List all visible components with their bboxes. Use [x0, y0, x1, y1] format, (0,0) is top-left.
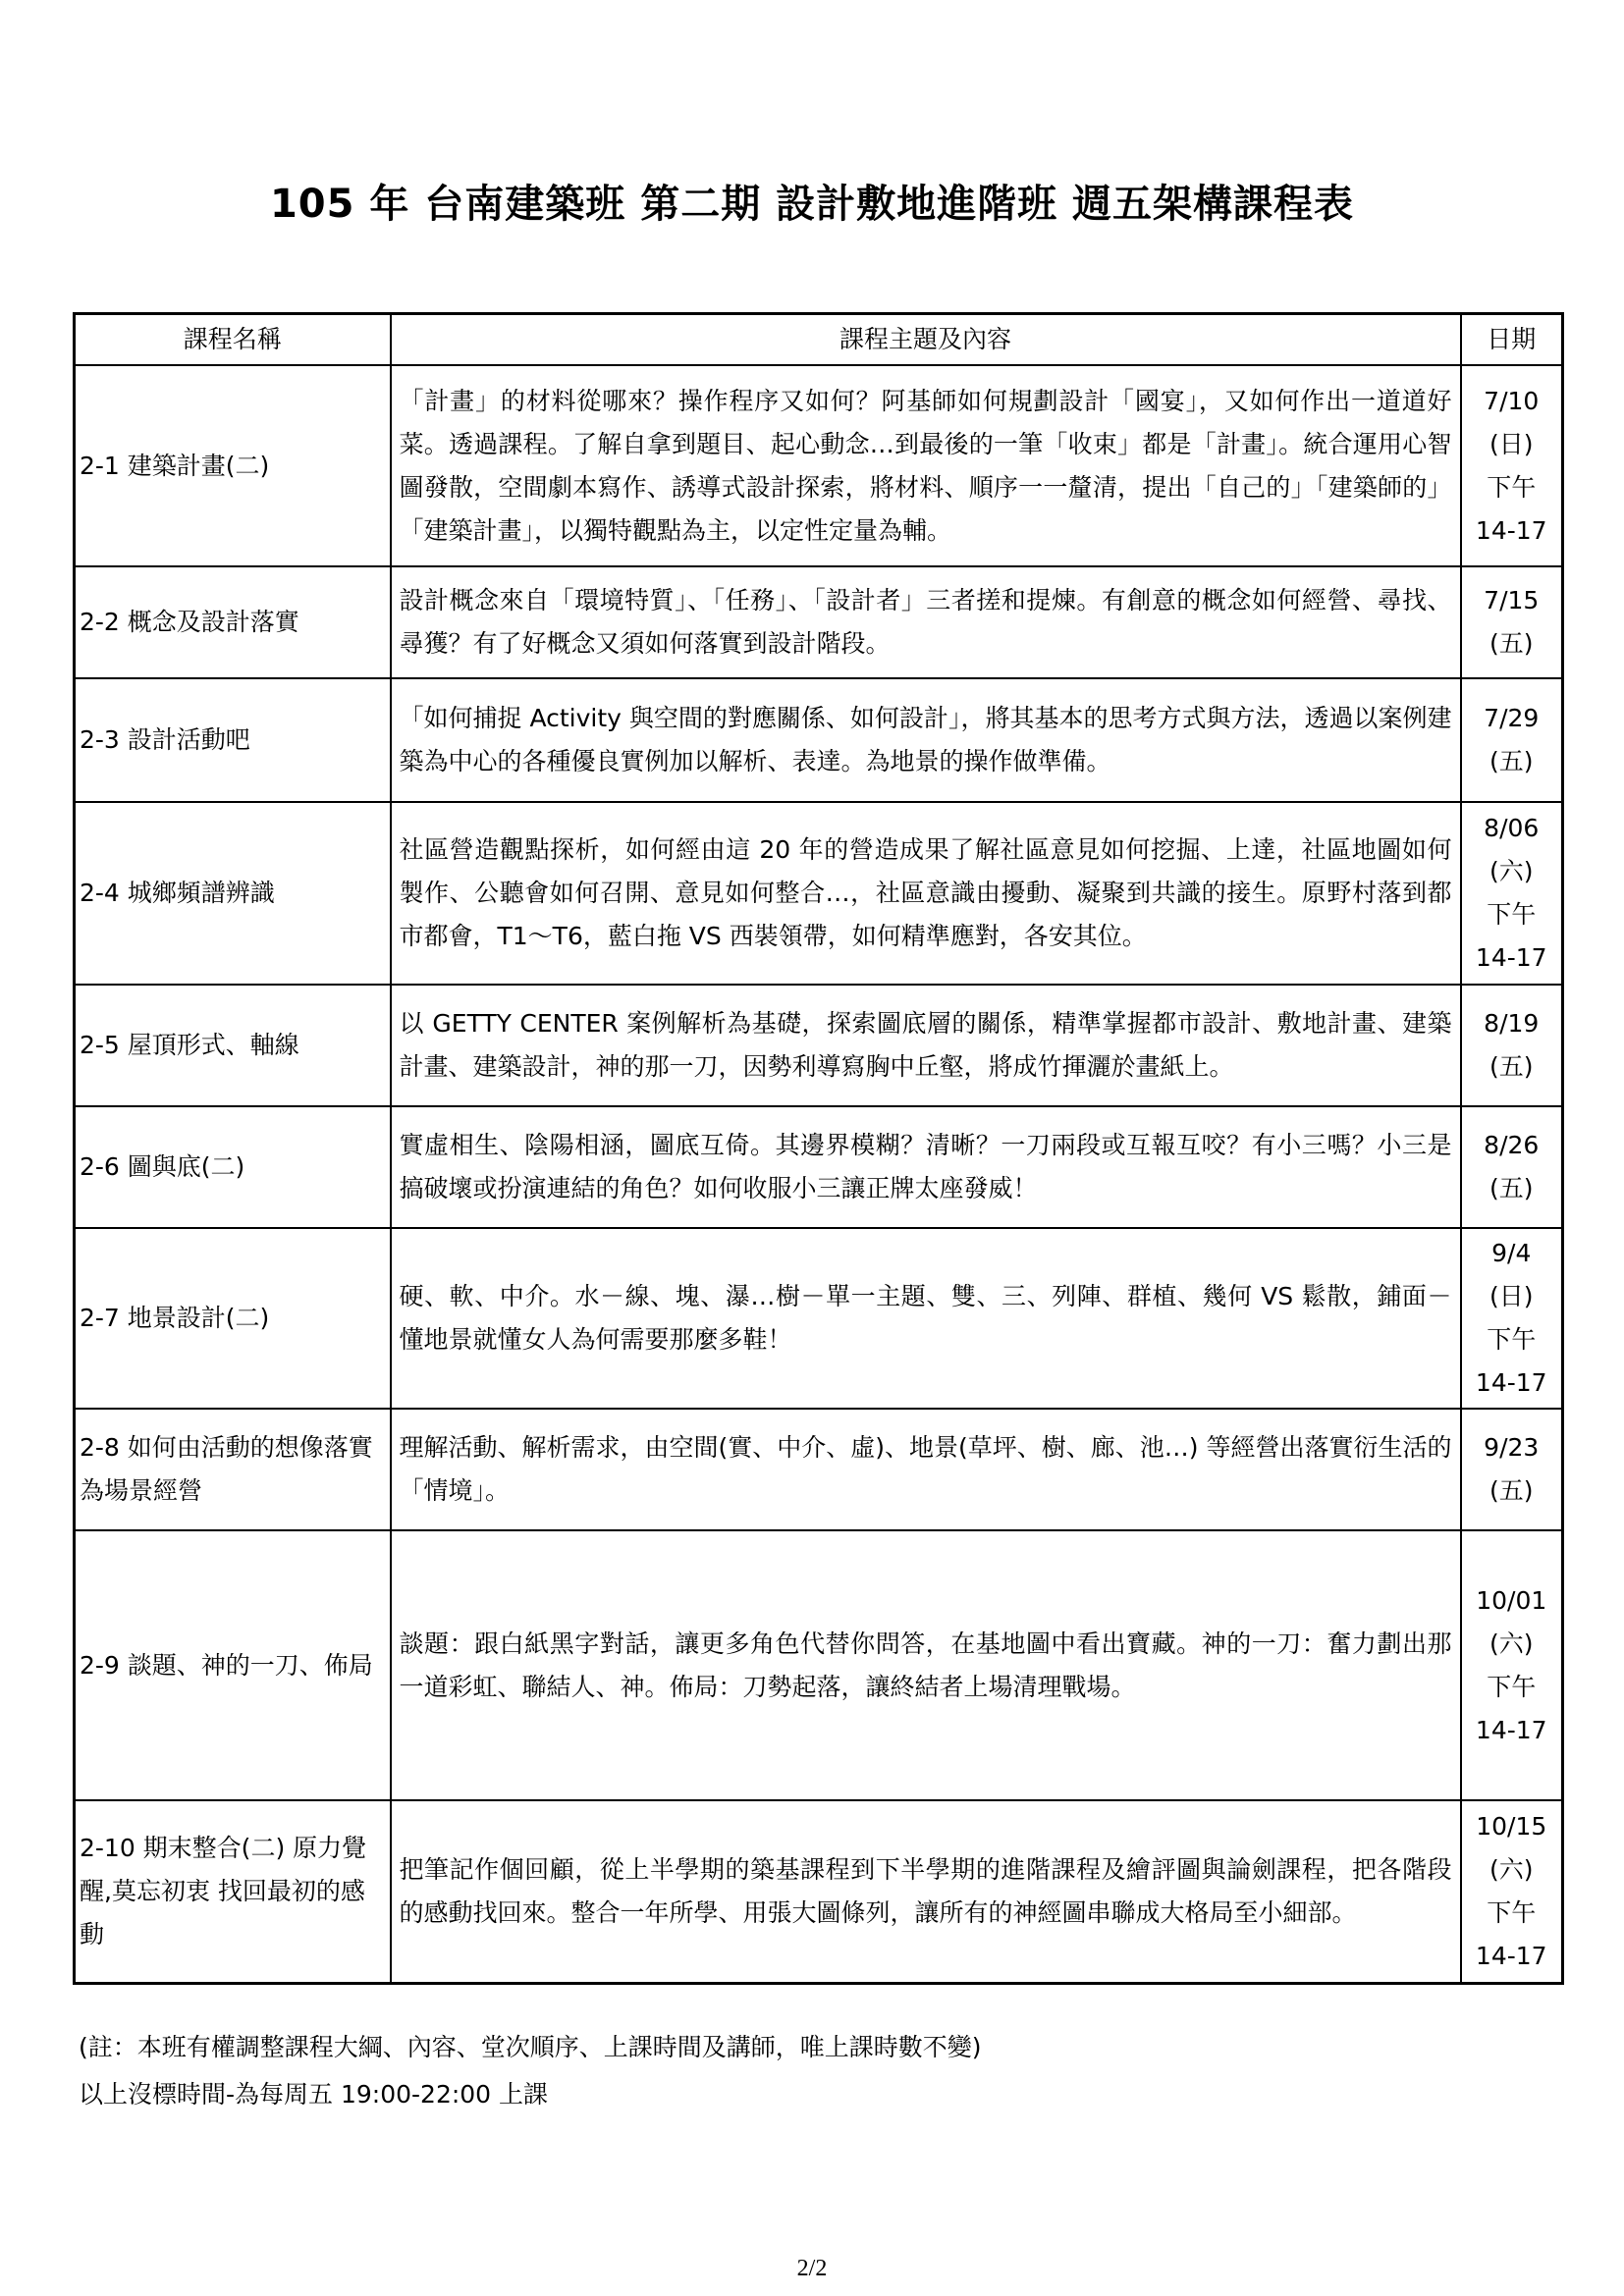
table-row — [75, 1228, 1563, 1409]
date-day: 7/10 — [1484, 386, 1540, 415]
course-content: 把筆記作個回顧，從上半學期的築基課程到下半學期的進階課程及繪評圖與論劍課程，把各階段的感動找回來。整合一年所學、用張大圖條列，讓所有的神經圖串聯成大格局至小細部。 — [391, 1800, 1461, 1983]
date-weekday: (日) — [1489, 1282, 1534, 1310]
date-day: 7/29 — [1484, 704, 1540, 732]
course-name: 2-1 建築計畫(二) — [75, 365, 391, 566]
date-day: 8/26 — [1484, 1131, 1540, 1159]
date-day: 10/15 — [1476, 1811, 1547, 1841]
date-day: 9/4 — [1491, 1239, 1532, 1267]
date-weekday: (日) — [1489, 429, 1534, 458]
course-content: 硬、軟、中介。水－線、塊、瀑…樹－單一主題、雙、三、列陣、群植、幾何 VS 鬆散，鋪面－懂地景就懂女人為何需要那麼多鞋！ — [391, 1228, 1461, 1409]
course-name: 2-3 設計活動吧 — [75, 678, 391, 802]
page-number: 2/2 — [796, 2256, 828, 2281]
course-date — [1461, 566, 1563, 678]
course-date — [1461, 985, 1563, 1106]
header-date: 日期 — [1461, 314, 1563, 366]
table-row — [75, 1409, 1563, 1530]
date-period: 下午 — [1487, 472, 1537, 502]
date-day: 9/23 — [1484, 1433, 1540, 1462]
course-name: 2-2 概念及設計落實 — [75, 566, 391, 678]
course-date — [1461, 802, 1563, 985]
table-row — [75, 802, 1563, 985]
date-weekday: (五) — [1489, 1476, 1534, 1505]
course-name: 2-8 如何由活動的想像落實為場景經營 — [75, 1409, 391, 1530]
date-weekday: (六) — [1489, 857, 1534, 885]
note-disclaimer: (註：本班有權調整課程大綱、內容、堂次順序、上課時間及講師，唯上課時數不變) — [79, 2033, 982, 2061]
date-day: 8/06 — [1484, 814, 1540, 842]
course-content: 設計概念來自「環境特質」、「任務」、「設計者」三者搓和提煉。有創意的概念如何經營、尋找、尋獲？有了好概念又須如何落實到設計階段。 — [391, 566, 1461, 678]
course-name: 2-9 談題、神的一刀、佈局 — [75, 1530, 391, 1800]
date-weekday: (五) — [1489, 1174, 1534, 1202]
table-row — [75, 365, 1563, 566]
date-hours: 14-17 — [1475, 515, 1547, 545]
date-day: 8/19 — [1484, 1009, 1540, 1038]
course-content: 「計畫」的材料從哪來？操作程序又如何？阿基師如何規劃設計「國宴」，又如何作出一道道好菜。透過課程。了解自拿到題目、起心動念…到最後的一筆「收束」都是「計畫」。統合運用心智圖發散，空間劇本寫作、誘導式設計探索，將材料、順序一一釐清，提出「自己的」「建築師的」 「建築計畫」，以獨特觀點為主，以定性定量為輔。 — [391, 365, 1461, 566]
header-course-name: 課程名稱 — [75, 314, 391, 366]
date-weekday: (五) — [1489, 1052, 1534, 1081]
date-weekday: (五) — [1489, 629, 1534, 658]
course-content: 社區營造觀點探析，如何經由這 20 年的營造成果了解社區意見如何挖掘、上達，社區地圖如何製作、公聽會如何召開、意見如何整合…，社區意識由擾動、凝聚到共識的接生。原野村落到都市都會，T1～T6，藍白拖 VS 西裝領帶，如何精準應對，各安其位。 — [391, 802, 1461, 985]
page-title: 105 年 台南建築班 第二期 設計敷地進階班 週五架構課程表 — [269, 182, 1355, 227]
course-date — [1461, 678, 1563, 802]
date-period: 下午 — [1487, 1897, 1537, 1927]
date-hours: 14-17 — [1475, 1941, 1547, 1970]
course-content: 以 GETTY CENTER 案例解析為基礎，探索圖底層的關係，精準掌握都市設計、敷地計畫、建築計畫、建築設計，神的那一刀，因勢利導寫胸中丘壑，將成竹揮灑於畫紙上。 — [391, 985, 1461, 1106]
table-row — [75, 1106, 1563, 1228]
date-day: 7/15 — [1484, 586, 1540, 614]
course-content: 理解活動、解析需求，由空間(實、中介、虛)、地景(草坪、樹、廊、池…) 等經營出落實衍生活的「情境」。 — [391, 1409, 1461, 1530]
course-name: 2-6 圖與底(二) — [75, 1106, 391, 1228]
date-hours: 14-17 — [1475, 943, 1547, 972]
date-weekday: (六) — [1489, 1854, 1534, 1884]
date-weekday: (五) — [1489, 747, 1534, 775]
course-date — [1461, 1409, 1563, 1530]
course-date — [1461, 1530, 1563, 1800]
course-date — [1461, 365, 1563, 566]
course-content: 「如何捕捉 Activity 與空間的對應關係、如何設計」，將其基本的思考方式與方法，透過以案例建築為中心的各種優良實例加以解析、表達。為地景的操作做準備。 — [391, 678, 1461, 802]
table-row — [75, 566, 1563, 678]
date-period: 下午 — [1487, 900, 1537, 929]
course-date — [1461, 1800, 1563, 1983]
note-default-time: 以上沒標時間-為每周五 19:00-22:00 上課 — [79, 2080, 549, 2109]
course-date — [1461, 1106, 1563, 1228]
course-content: 實虛相生、陰陽相涵，圖底互倚。其邊界模糊？清晰？一刀兩段或互報互咬？有小三嗎？小三是搞破壞或扮演連結的角色？如何收服小三讓正牌太座發威！ — [391, 1106, 1461, 1228]
table-row — [75, 985, 1563, 1106]
course-name: 2-10 期末整合(二) 原力覺醒,莫忘初衷 找回最初的感動 — [75, 1800, 391, 1983]
date-weekday: (六) — [1489, 1629, 1534, 1658]
notes — [79, 2024, 982, 2118]
table-row — [75, 1800, 1563, 1983]
date-hours: 14-17 — [1475, 1715, 1547, 1744]
course-name: 2-7 地景設計(二) — [75, 1228, 391, 1409]
header-course-content: 課程主題及內容 — [391, 314, 1461, 366]
course-date — [1461, 1228, 1563, 1409]
date-day: 10/01 — [1476, 1585, 1547, 1615]
date-period: 下午 — [1487, 1325, 1537, 1354]
course-name: 2-4 城鄉頻譜辨識 — [75, 802, 391, 985]
course-content: 談題：跟白紙黑字對話，讓更多角色代替你問答，在基地圖中看出寶藏。神的一刀：奮力劃出那一道彩虹、聯結人、神。佈局：刀勢起落，讓終結者上場清理戰場。 — [391, 1530, 1461, 1800]
course-schedule-table — [73, 312, 1564, 1985]
table-row — [75, 1530, 1563, 1800]
date-hours: 14-17 — [1475, 1368, 1547, 1397]
course-name: 2-5 屋頂形式、軸線 — [75, 985, 391, 1106]
date-period: 下午 — [1487, 1672, 1537, 1701]
table-row — [75, 678, 1563, 802]
table-header-row — [75, 314, 1563, 366]
